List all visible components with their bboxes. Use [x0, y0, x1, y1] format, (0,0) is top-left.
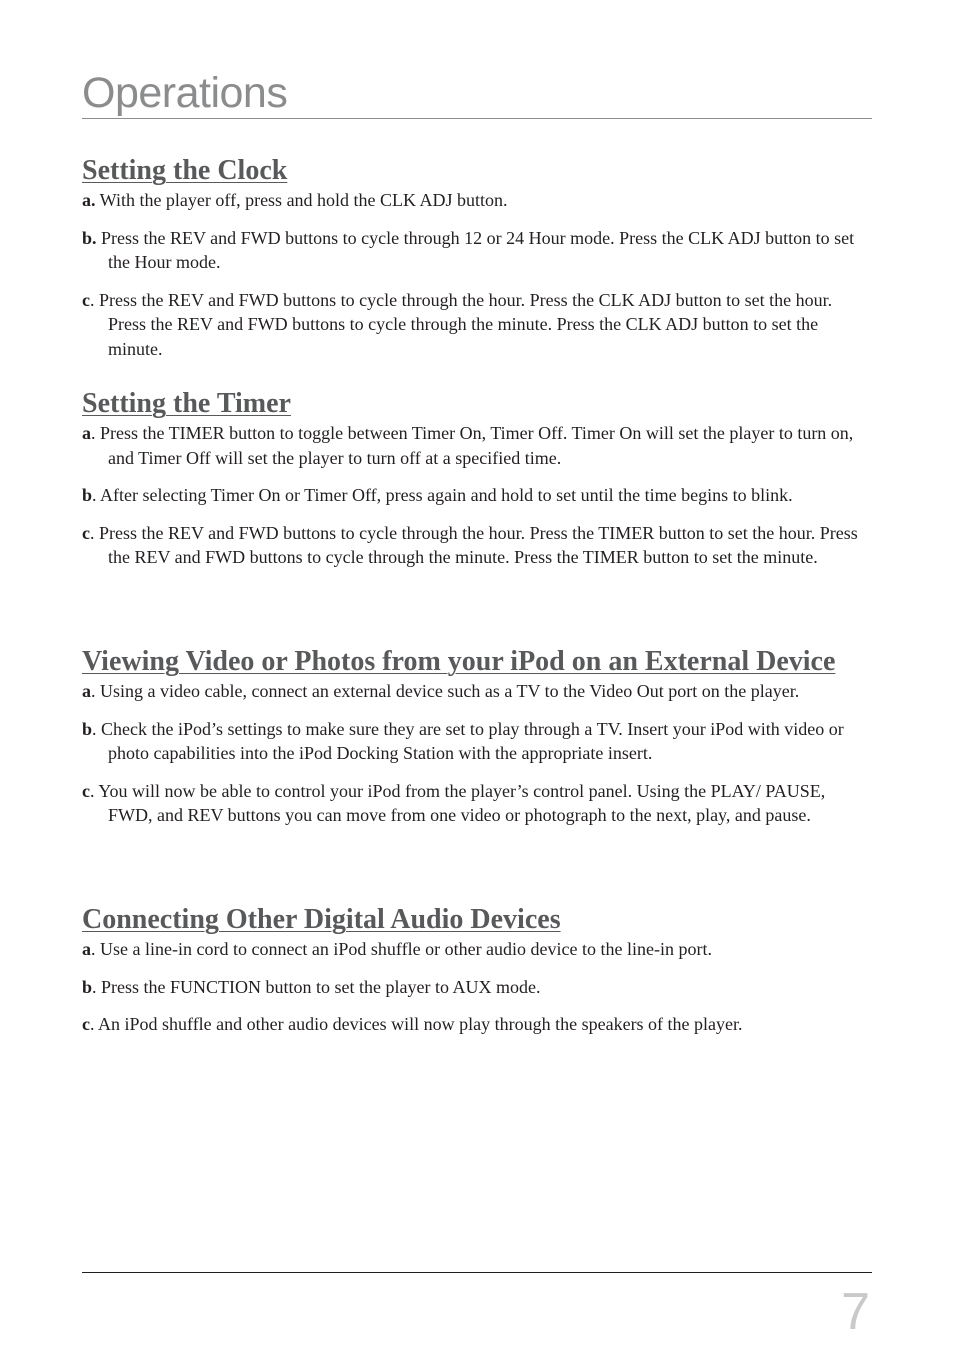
step-text: . You will now be able to control your iPod from the player’s control panel. Using the PLAY/ PAUSE, FWD, and REV buttons you can move from one video or photograph to the next, play, and pause. — [90, 780, 826, 826]
step-text: . Press the REV and FWD buttons to cycle through the hour. Press the TIMER button to set the hour. Press the REV and FWD buttons to cycle through the minute. Press the TIMER button to set the minute. — [90, 522, 858, 568]
section-heading: Setting the Clock — [82, 155, 288, 186]
step-b — [82, 226, 872, 275]
step-a — [82, 188, 872, 213]
step-text: Press the REV and FWD buttons to cycle through 12 or 24 Hour mode. Press the CLK ADJ button to set the Hour mode. — [96, 227, 855, 273]
step-letter: c — [82, 780, 90, 801]
step-text: . Press the FUNCTION button to set the player to AUX mode. — [92, 976, 541, 997]
step-letter: b — [82, 976, 93, 997]
step-letter: b. — [82, 227, 97, 248]
step-letter: a — [82, 681, 91, 701]
step-letter: a — [82, 423, 91, 443]
section-setting-the-clock — [82, 156, 872, 375]
page-number: 7 — [841, 1283, 870, 1341]
step-text: . Using a video cable, connect an external device such as a TV to the Video Out port on the player. — [91, 681, 800, 701]
step-c — [82, 1012, 872, 1037]
step-a — [82, 421, 872, 470]
section-viewing-video — [82, 647, 872, 841]
step-text: . Press the REV and FWD buttons to cycle through the hour. Press the CLK ADJ button to set the hour. Press the REV and FWD buttons to cycle through the minute. Press the CLK ADJ button to set the minute. — [90, 289, 833, 359]
step-letter: c — [82, 522, 90, 543]
step-c — [82, 779, 872, 828]
step-letter: c — [82, 289, 90, 310]
step-b — [82, 975, 872, 1000]
step-letter: a. — [82, 190, 96, 210]
page-title: Operations — [82, 69, 288, 117]
step-a — [82, 937, 872, 962]
step-text: . Check the iPod’s settings to make sure they are set to play through a TV. Insert your iPod with video or photo capabilities into the iPod Docking Station with the appropriate insert. — [92, 718, 844, 764]
step-text: . Press the TIMER button to toggle between Timer On, Timer Off. Timer On will set the player to turn on, and Timer Off will set the player to turn off at a specified time. — [91, 423, 854, 468]
step-text: . Use a line-in cord to connect an iPod shuffle or other audio device to the line-in port. — [91, 939, 712, 959]
step-letter: b — [82, 485, 93, 506]
step-c — [82, 288, 872, 362]
section-setting-the-timer — [82, 389, 872, 583]
step-text: With the player off, press and hold the CLK ADJ button. — [95, 190, 508, 210]
step-a — [82, 679, 872, 704]
step-text: . After selecting Timer On or Timer Off, press again and hold to set until the time begins to blink. — [92, 485, 793, 506]
step-b — [82, 483, 872, 508]
section-heading: Setting the Timer — [82, 388, 291, 419]
section-heading: Viewing Video or Photos from your iPod on an External Device — [82, 646, 836, 677]
section-heading: Connecting Other Digital Audio Devices — [82, 904, 561, 935]
title-divider — [82, 118, 872, 119]
step-letter: b — [82, 718, 93, 739]
step-c — [82, 521, 872, 570]
step-letter: c — [82, 1014, 90, 1035]
step-b — [82, 717, 872, 766]
step-text: . An iPod shuffle and other audio devices will now play through the speakers of the player. — [90, 1014, 743, 1035]
footer-divider — [82, 1272, 872, 1273]
section-connecting-audio-devices — [82, 905, 872, 1050]
step-letter: a — [82, 939, 91, 959]
